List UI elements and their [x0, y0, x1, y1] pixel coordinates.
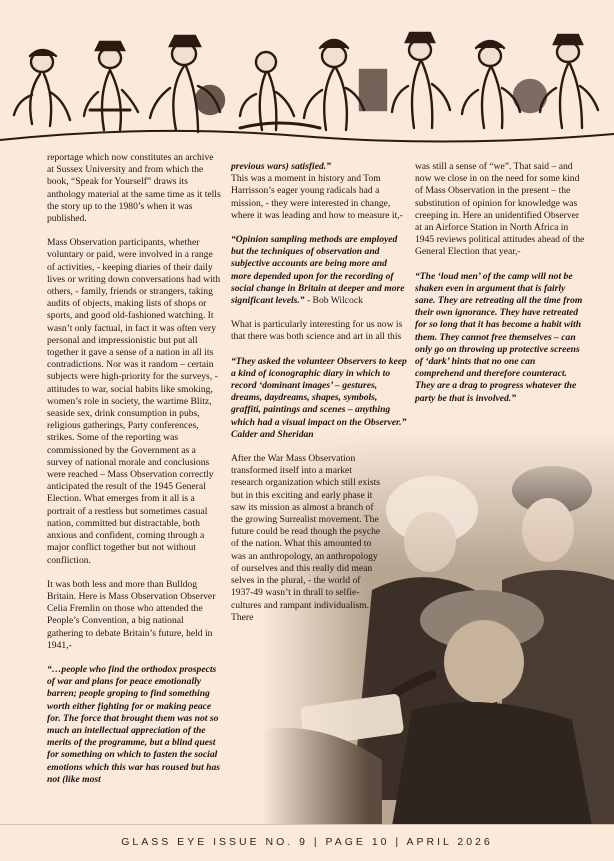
column-3: [415, 161, 585, 417]
quote-attribution: - Bob Wilcock: [304, 295, 363, 307]
paragraph: It was both less and more than Bulldog Britain. Here is Mass Observation Observer Celia Fremlin on those who attended the People’s Convention, a big national gathering to debate Britain’s future, held in 1941,-: [47, 578, 216, 651]
quote-observer: “The ‘loud men’ of the camp will not be shaken even in argument that is fairly sane. They are retreating all the time from their own ignorance. They have retreated for so long that it has become a habit with them. They cannot free themselves – can only go on throwing up protective screens of ‘dark’ hints that no one can comprehend and therefore counteract. They are a drag to progress whatever the party be that is involved.”: [415, 270, 583, 404]
paragraph: was still a sense of “we”. That said – and now we close in on the need for some kind of Mass Observation in the present – the substitution of opinion for knowledge was creeping in. Here an unidentified Observer at an Airforce Station in North Africa in 1945 reviews political attitudes ahead of the General Election that year,-: [415, 161, 585, 258]
quote-calder-sheridan: “They asked the volunteer Observers to keep a kind of iconographic diary in which to record ‘dominant images’ – gestures, dreams, daydreams, shapes, symbols, graffiti, paintings and scenes – anything which had a visual impact on the Observer.” Calder and Sheridan: [231, 355, 407, 440]
page-footer: GLASS EYE ISSUE NO. 9 | PAGE 10 | APRIL 2026: [0, 824, 614, 861]
crowd-drawing-icon: [0, 0, 614, 150]
header-illustration: [0, 0, 614, 150]
quote-fremlin: “…people who find the orthodox prospects of war and plans for peace emotionally barren; people groping to find something worth either fighting for or making peace for. The force that brought them was not so much an intellectual appreciation of the merits of the programme, but a blind quest for something on which to fasten the social emotions which this war has roused but has not (like most: [47, 663, 221, 785]
quote-fremlin-end: previous wars) satisfied.”: [231, 161, 331, 172]
column-2: [231, 161, 409, 636]
paragraph: After the War Mass Observation transformed itself into a market research organization which still exists but in this exciting and early phase it saw its mission as almost a branch of the growing Surrealist movement. The future could be read though the psyche of the nation. What this amounted to was an anthropology, an anthropology of ourselves and this really did mean selves in the plural, - the world of 1937-49 wasn’t in thrall to selfie-cultures and rampant individualism. There: [231, 453, 381, 623]
quote-wilcock: [231, 234, 409, 307]
paragraph: What is particularly interesting for us now is that there was both science and art in all this: [231, 319, 403, 343]
paragraph: This was a moment in history and Tom Harrisson’s eager young radicals had a mission, - they were interested in change, where it was leading and how to measure it,-: [231, 173, 403, 221]
paragraph: reportage which now constitutes an archive at Sussex University and from which the book, “Speak for Yourself” draws its anthology material at the same time as it tells the story up to the 1980’s when it was published.: [47, 152, 221, 225]
quote-text: “Opinion sampling methods are employed but the techniques of observation and subjective accounts are being more and more depended upon for the recording of social change in Britain at deeper and more significant levels.”: [231, 234, 405, 307]
paragraph: Mass Observation participants, whether voluntary or paid, were involved in a range of activities, - keeping diaries of their daily lives or writing down conversations had with others, - family, friends or strangers, taking audits of objects, making lists of shops or sports, and good old-fashioned watching. It wasn’t only factual, in fact it was often very personal and impressionistic but put all together it gave a sense of a nation in all its contradictions. Nor was it random – certain subjects were high-priority for the surveys, - attitudes to war, social habits like smoking, women’s role in society, the wartime Blitz, seaside sex, drink consumption in pubs, religious gatherings, Party conferences, strikes. Some of the reporting was commissioned by the Government as a survey of national morale and conclusions were reached – Mass Observation correctly anticipated the result of the 1945 General Election. What emerges from it all is a portrait of a restless but sometimes casual nation, committed but distractable, both anxious and confident, coming through a major conflict together but not without confliction.: [47, 237, 221, 566]
column-1: [47, 152, 222, 798]
